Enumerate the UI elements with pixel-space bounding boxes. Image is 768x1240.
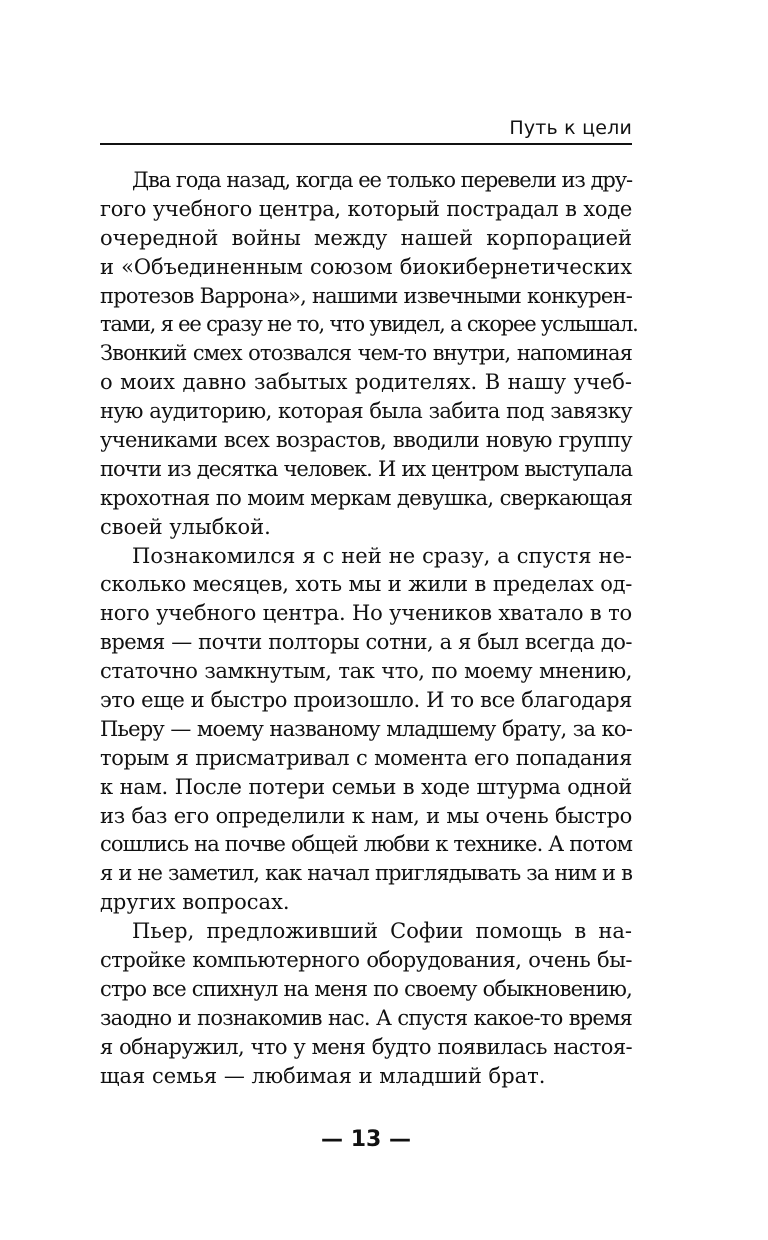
text-line: заодно и познакомив нас. А спустя какое-то время [100, 1005, 632, 1030]
text-line: стройке компьютерного оборудования, очень бы- [100, 948, 632, 973]
text-line: почти из десятка человек. И их центром выступала [100, 456, 632, 481]
text-line: ную аудиторию, которая была забита под завязку [100, 399, 632, 424]
paragraph [100, 166, 638, 542]
text-line: Пьеру — моему названому младшему брату, за ко- [100, 716, 632, 741]
text-line: сколько месяцев, хоть мы и жили в пределах од- [100, 572, 632, 597]
text-line: ного учебного центра. Но учеников хватало в то [100, 601, 632, 626]
text-line: статочно замкнутым, так что, по моему мнению, [100, 659, 632, 684]
text-line: и «Объединенным союзом биокибернетических [100, 254, 632, 279]
text-line: время — почти полторы сотни, а я был всегда до- [100, 630, 632, 655]
text-line: сошлись на почве общей любви к технике. А потом [100, 832, 632, 857]
text-line: Пьер, предложивший Софии помощь в на- [132, 919, 632, 944]
text-line: к нам. После потери семьи в ходе штурма одной [100, 774, 632, 799]
text-line: Познакомился я с ней не сразу, а спустя не- [132, 543, 632, 568]
text-line: стро все спихнул на меня по своему обыкновению, [100, 976, 632, 1001]
text-line: я обнаружил, что у меня будто появилась настоя- [100, 1034, 632, 1059]
text-line: из баз его определили к нам, и мы очень быстро [100, 803, 632, 828]
text-line: торым я присматривал с момента его попадания [100, 745, 632, 770]
text-line: учениками всех возрастов, вводили новую группу [100, 428, 632, 453]
text-line: очередной войны между нашей корпорацией [100, 225, 632, 250]
text-line: я и не заметил, как начал приглядывать за ним и в [100, 861, 632, 886]
header-rule [100, 143, 632, 145]
page-number: — 13 — [321, 1127, 411, 1152]
text-line: своей улыбкой. [100, 514, 271, 539]
text-line: крохотная по моим меркам девушка, сверкающая [100, 485, 633, 510]
body-text [100, 166, 638, 1091]
paragraph [100, 542, 632, 918]
text-line: щая семья — любимая и младший брат. [100, 1063, 546, 1088]
text-line: гого учебного центра, который пострадал в ходе [100, 196, 632, 221]
text-line: других вопросах. [100, 890, 290, 915]
text-line: протезов Варрона», нашими извечными конкурен- [100, 283, 632, 308]
running-head: Путь к цели [509, 117, 632, 139]
text-line: Два года назад, когда ее только перевели из дру- [132, 168, 632, 192]
text-line: о моих давно забытых родителях. В нашу учеб- [100, 370, 632, 395]
text-line: тами, я ее сразу не то, что увидел, а скорее услышал. [100, 312, 638, 337]
text-line: это еще и быстро произошло. И то все благодаря [100, 688, 632, 713]
text-line: Звонкий смех отозвался чем-то внутри, напоминая [100, 341, 632, 366]
paragraph [100, 917, 632, 1090]
